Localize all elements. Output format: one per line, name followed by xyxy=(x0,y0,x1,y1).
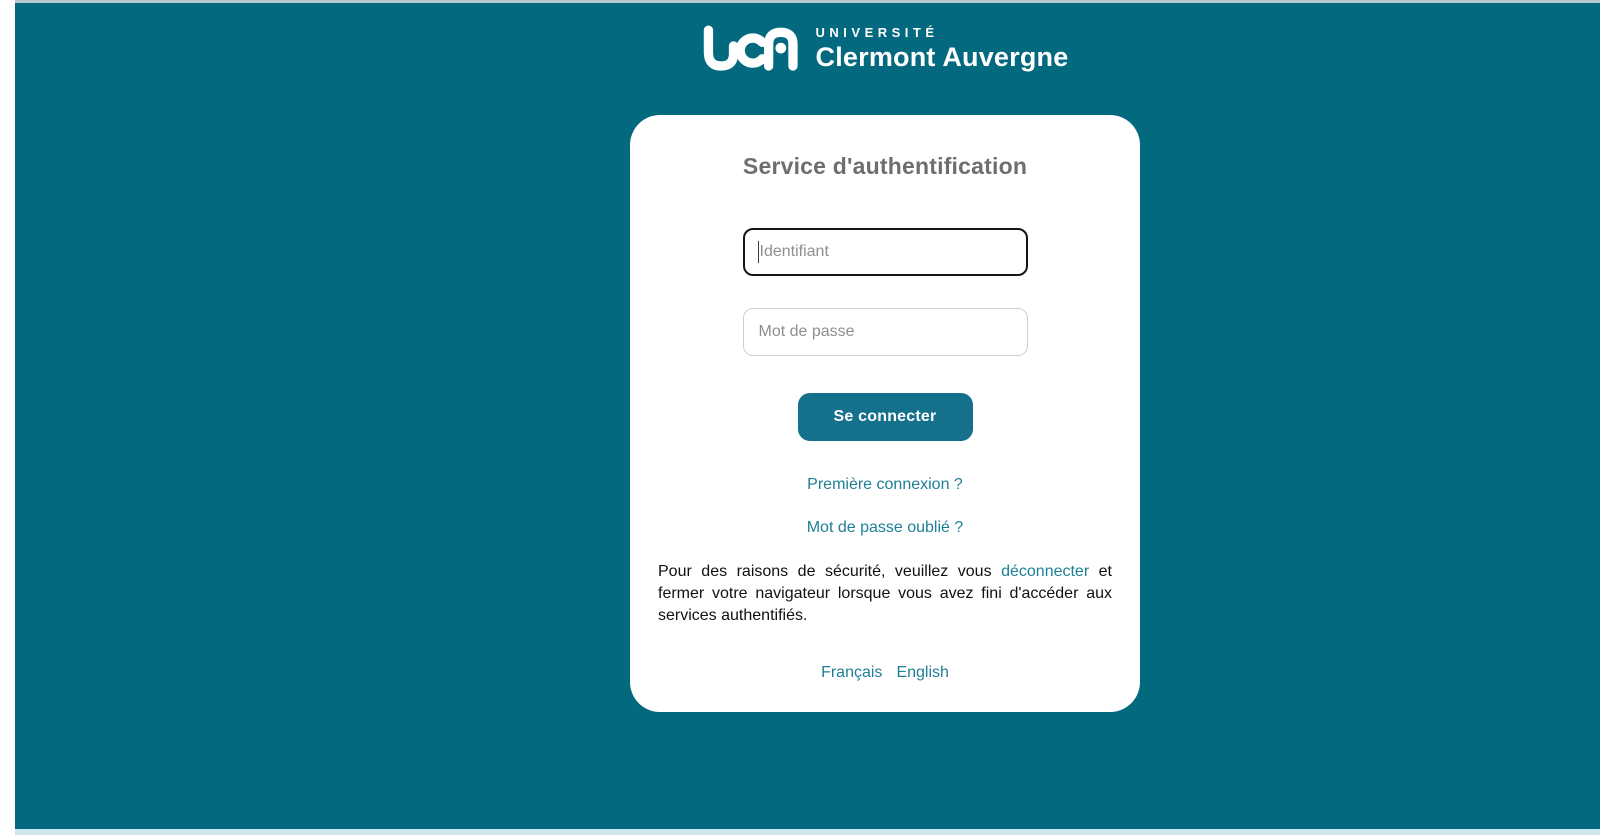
language-link-french[interactable]: Français xyxy=(821,664,883,681)
security-notice-text-after: et fermer votre navigateur lorsque vous avez fini d'accéder aux services authentifiés. xyxy=(658,563,1112,624)
language-link-english[interactable]: English xyxy=(896,664,949,681)
logout-link[interactable]: déconnecter xyxy=(1001,563,1090,580)
login-button[interactable]: Se connecter xyxy=(798,393,973,441)
security-notice-text-before: Pour des raisons de sécurité, veuillez vous xyxy=(658,563,1002,580)
login-card xyxy=(630,115,1140,712)
forgot-password-link[interactable]: Mot de passe oublié ? xyxy=(806,519,964,536)
university-name-line1: UNIVERSITÉ xyxy=(815,25,939,41)
card-title: Service d'authentification xyxy=(742,153,1028,179)
username-input[interactable] xyxy=(743,228,1028,276)
bottom-edge-strip xyxy=(15,829,1600,835)
university-name-line2: Clermont Auvergne xyxy=(815,42,1069,73)
uca-logo-icon xyxy=(702,22,798,77)
university-brand xyxy=(630,22,1140,77)
password-field-wrap xyxy=(743,308,1028,356)
first-connection-link[interactable]: Première connexion ? xyxy=(807,476,963,493)
language-switcher xyxy=(658,663,1112,682)
security-notice xyxy=(658,561,1112,627)
university-name xyxy=(816,26,1069,73)
username-field-wrap xyxy=(743,228,1028,276)
password-input[interactable] xyxy=(743,308,1028,356)
